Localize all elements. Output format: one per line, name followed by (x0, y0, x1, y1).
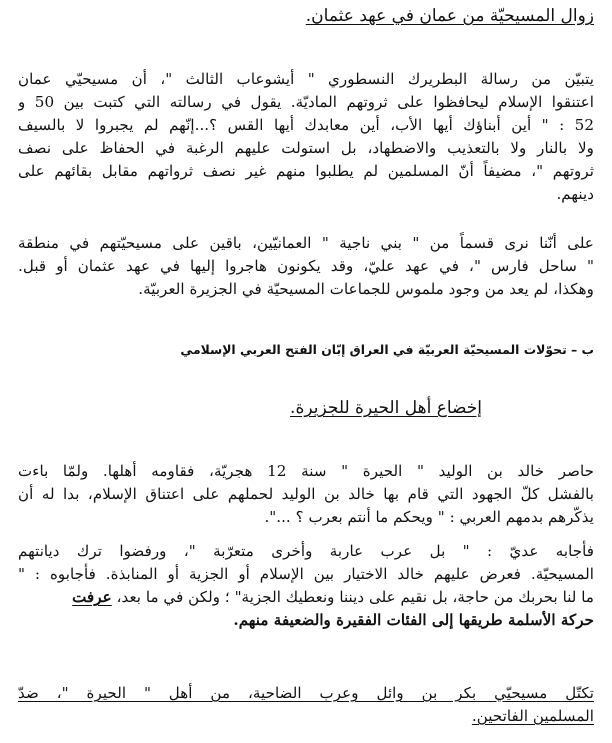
paragraph-khalid-siege (18, 460, 594, 529)
bold-text: عرفت (72, 588, 112, 606)
text-line: 52 : " أين أبناؤك أيها الأب، أين معابدك أيها القس ؟...إنّهم لم يجبروا لا بالسيف (18, 116, 594, 134)
text-line: على أنّنا نرى قسماً من " بني ناجية " العمانيّين، باقين على مسيحيّتهم في منطقة (18, 234, 594, 252)
text-line (18, 586, 594, 609)
text-line: دينهم. (556, 185, 594, 203)
text-line: حاصر خالد بن الوليد " الحيرة " سنة 12 هجريّة، فقاومه أهلها. ولمّا باءت (18, 462, 594, 480)
paragraph-bani-najiya (18, 232, 594, 301)
paragraph-oman-christians (18, 68, 594, 206)
text-line: المسلمين الفاتحين. (471, 707, 594, 725)
text-line: تكتّل مسيحيّي بكر بن وائل وعرب الضاحية، من أهل " الحيرة "، ضدّ (18, 684, 594, 702)
text-line: ثروتهم "، مضيفاً أنّ المسلمين لم يطلبوا منهم غير نصف ثرواتهم مقابل بقائهم على (18, 162, 594, 180)
subsection-heading-iraq: ب – تحوّلات المسيحيّة العربيّة في العراق إبّان الفتح العربي الإسلامي (180, 342, 594, 357)
text-line: المسيحيّة. فعرض عليهم خالد الاختيار بين الإسلام أو الجزية أو المنابذة. فأجابوه : " (18, 565, 594, 583)
text-line-part: ما لنا بحربك من حاجة، بل نقيم على ديننا ونعطيك الجزية" ؛ ولكن في ما بعد، (111, 588, 594, 606)
bold-text-line: حركة الأسلمة طريقها إلى الفئات الفقيرة والضعيفة منهم. (233, 611, 594, 629)
section-heading-hira: إخضاع أهل الحيرة للجزيرة. (290, 398, 482, 418)
text-line: ولا بالنار ولا بالتعذيب والاضطهاد، بل استولت عليهم الرغبة في الحفاظ على نصف (18, 139, 594, 157)
text-line: بالفشل كلّ الجهود التي قام بها خالد بن الوليد لحملهم على اعتناق الإسلام، بدا له أن (18, 485, 594, 503)
paragraph-adi-reply (18, 540, 594, 632)
section-heading-oman: زوال المسيحيّة من عمان في عهد عثمان. (305, 6, 594, 26)
text-line: وهكذا، لم يعد من وجود ملموس للجماعات المسيحيّة في الجزيرة العربيّة. (138, 280, 594, 298)
text-line: فأجابه عديّ : " بل عرب عاربة وأخرى متعرّبة "، ورفضوا ترك ديانتهم (18, 542, 594, 560)
text-line: يذكّرهم بدمهم العربي : " ويحكم ما أنتم بعرب ؟ ...". (264, 508, 594, 526)
text-line: اعتنقوا الإسلام ليحافظوا على ثروتهم الماديّة. يقول في رسالته التي كتبت بين 50 و (18, 93, 594, 111)
text-line: يتبيّن من رسالة البطريرك النسطوري " أيشوعاب الثالث "، أن مسيحيّي عمان (18, 70, 594, 88)
text-line: " ساحل فارس "، في عهد عليّ، وقد يكونون هاجروا إليها في عهد عثمان أو قبل. (18, 257, 594, 275)
paragraph-bakr-coalition (18, 682, 594, 728)
